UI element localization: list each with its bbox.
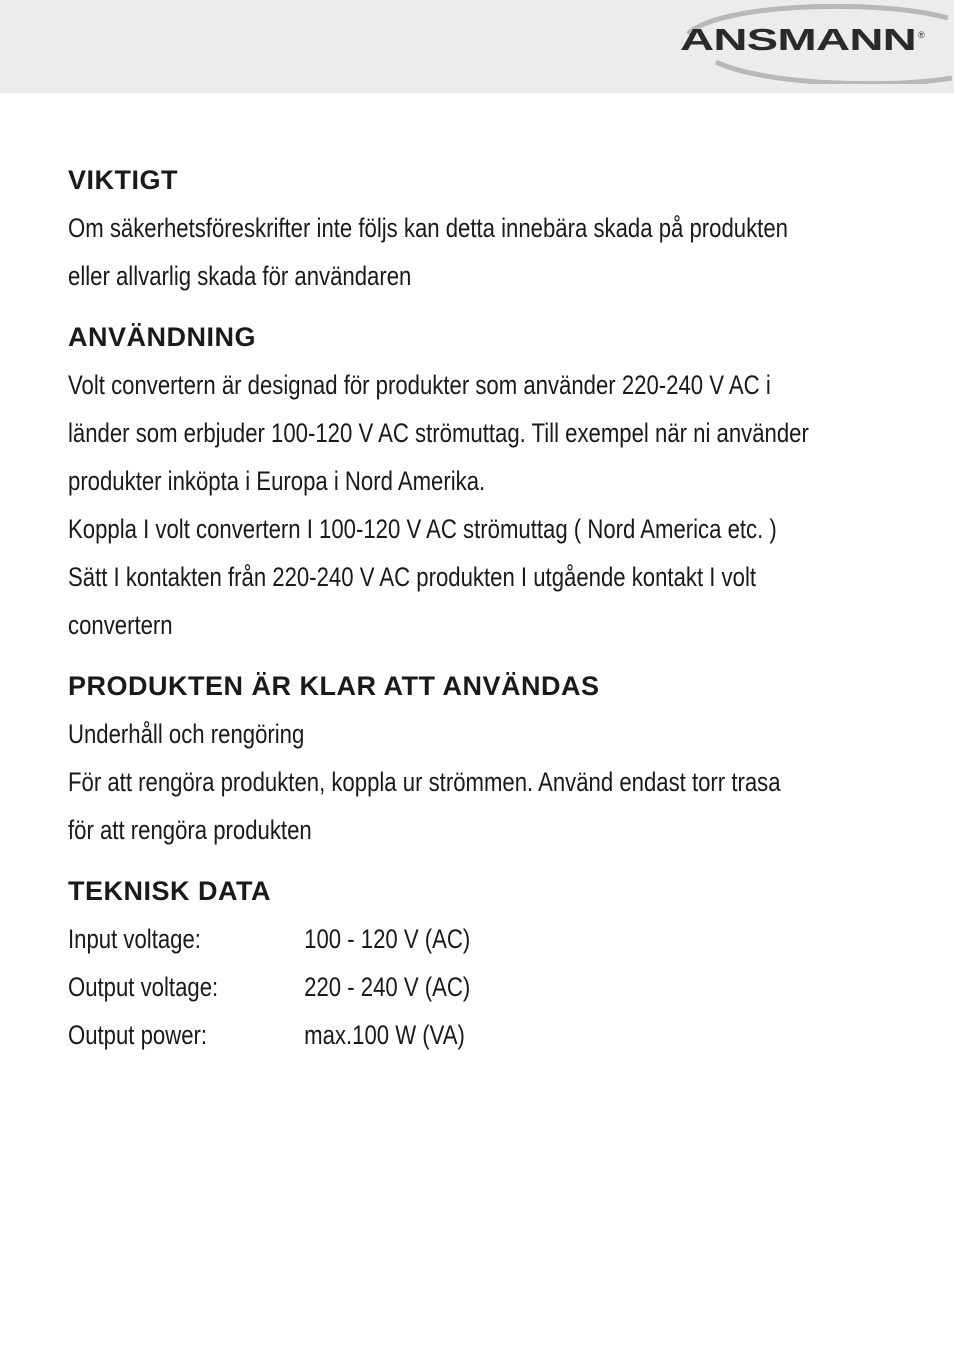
section-heading: TEKNISK DATA bbox=[68, 876, 271, 906]
registered-mark: ® bbox=[918, 30, 925, 40]
ansmann-logo bbox=[676, 4, 952, 84]
text-line: länder som erbjuder 100-120 V AC strömuttag. Till exempel när ni använder bbox=[68, 418, 809, 448]
spec-value: 100 - 120 V (AC) bbox=[304, 924, 471, 954]
section-anvandning bbox=[68, 313, 898, 649]
text-line: Koppla I volt convertern I 100-120 V AC strömuttag ( Nord America etc. ) bbox=[68, 514, 777, 544]
section-heading: VIKTIGT bbox=[68, 165, 178, 195]
text-line: eller allvarlig skada för användaren bbox=[68, 261, 412, 291]
document-body bbox=[68, 156, 898, 1059]
text-line: Volt convertern är designad för produkter som använder 220-240 V AC i bbox=[68, 370, 771, 400]
spec-row bbox=[68, 1011, 749, 1059]
spec-label: Input voltage: bbox=[68, 924, 201, 954]
section-teknisk-data bbox=[68, 867, 898, 1059]
text-line: Om säkerhetsföreskrifter inte följs kan detta innebära skada på produkten bbox=[68, 213, 788, 243]
text-line: Sätt I kontakten från 220-240 V AC produkten I utgående kontakt I volt bbox=[68, 562, 757, 592]
section-heading: ANVÄNDNING bbox=[68, 322, 257, 352]
spec-row bbox=[68, 915, 749, 963]
spec-label: Output voltage: bbox=[68, 972, 219, 1002]
text-line: Underhåll och rengöring bbox=[68, 719, 305, 749]
section-viktigt bbox=[68, 156, 898, 300]
spec-value: max.100 W (VA) bbox=[304, 1020, 465, 1050]
spec-row bbox=[68, 963, 749, 1011]
text-line: produkter inköpta i Europa i Nord Amerika. bbox=[68, 466, 486, 496]
section-produkten-klar bbox=[68, 662, 898, 854]
spec-label: Output power: bbox=[68, 1020, 208, 1050]
spec-value: 220 - 240 V (AC) bbox=[304, 972, 471, 1002]
logo-text: ANSMANN bbox=[680, 22, 916, 57]
text-line: convertern bbox=[68, 610, 173, 640]
section-heading: PRODUKTEN ÄR KLAR ATT ANVÄNDAS bbox=[68, 671, 600, 701]
text-line: för att rengöra produkten bbox=[68, 815, 312, 845]
text-line: För att rengöra produkten, koppla ur strömmen. Använd endast torr trasa bbox=[68, 767, 781, 797]
